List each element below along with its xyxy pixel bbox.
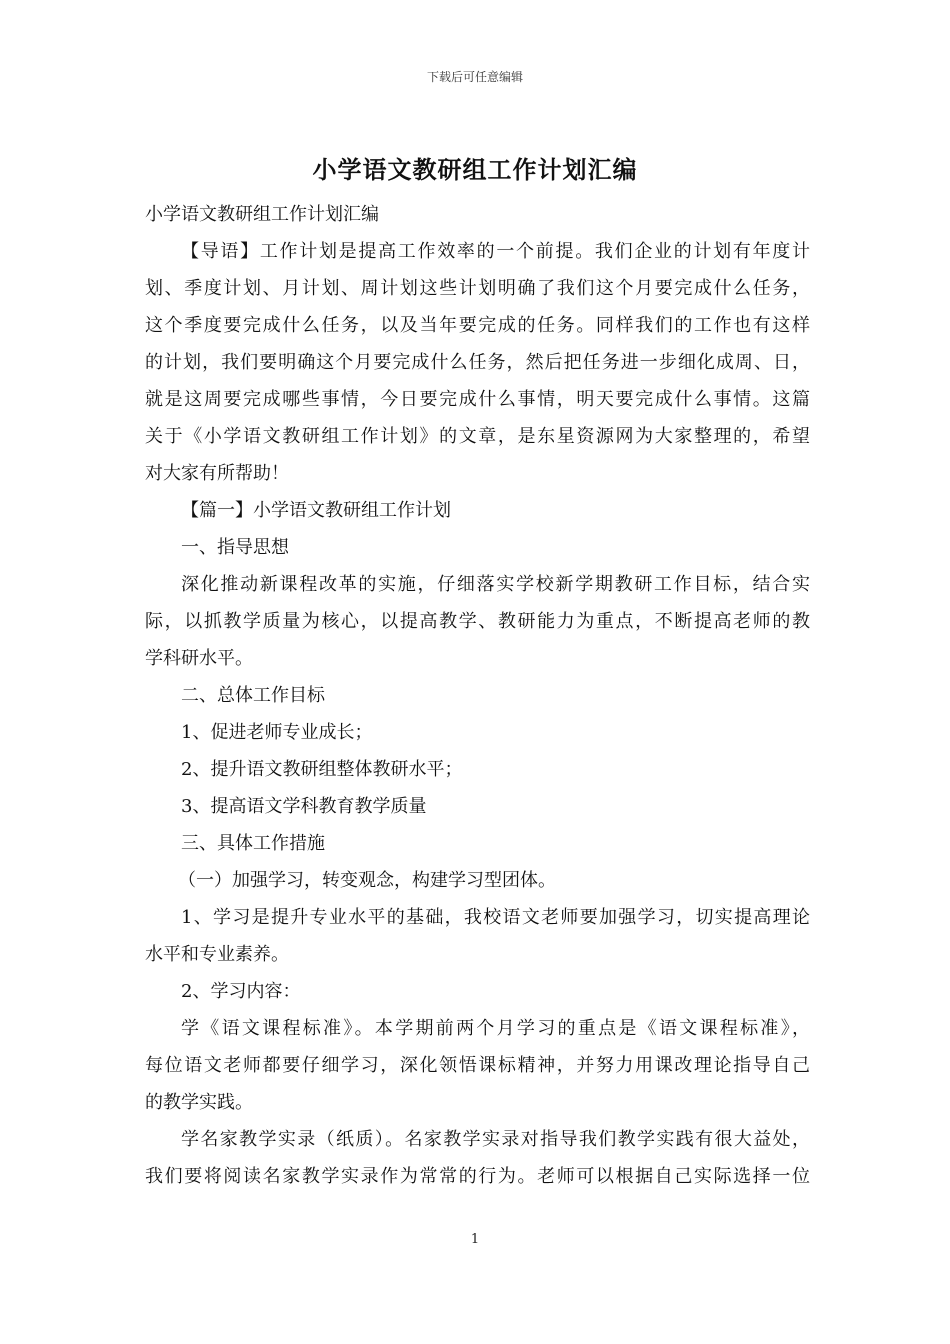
page-number: 1 <box>470 1232 480 1247</box>
intro-paragraph-line: 关于《小学语文教研组工作计划》的文章，是东星资源网为大家整理的，希望 <box>145 426 810 447</box>
intro-paragraph-line: 对大家有所帮助！ <box>145 463 289 484</box>
paragraph-line: 学科研水平。 <box>145 648 253 669</box>
paragraph-line: 学《语文课程标准》。本学期前两个月学习的重点是《语文课程标准》， <box>181 1018 810 1039</box>
subsection-heading: 二、总体工作目标 <box>181 685 325 706</box>
document-title: 小学语文教研组工作计划汇编 <box>312 155 638 184</box>
list-item: 1、促进老师专业成长； <box>181 722 373 743</box>
intro-paragraph-line: 【导语】工作计划是提高工作效率的一个前提。我们企业的计划有年度计 <box>181 241 810 262</box>
intro-paragraph-line: 就是这周要完成哪些事情，今日要完成什么事情，明天要完成什么事情。这篇 <box>145 389 810 410</box>
page-header: 下载后可任意编辑 <box>426 70 523 84</box>
list-item: 2、提升语文教研组整体教研水平； <box>181 759 463 780</box>
paragraph-line: 1、学习是提升专业水平的基础，我校语文老师要加强学习，切实提高理论 <box>181 907 810 928</box>
paragraph-line: 学名家教学实录（纸质）。名家教学实录对指导我们教学实践有很大益处， <box>181 1129 810 1150</box>
intro-paragraph-line: 这个季度要完成什么任务，以及当年要完成的任务。同样我们的工作也有这样 <box>145 315 810 336</box>
paragraph-line: 水平和专业素养。 <box>145 944 289 965</box>
paragraph-line: 际，以抓教学质量为核心，以提高教学、教研能力为重点，不断提高老师的教 <box>145 611 810 632</box>
subsection-heading: 三、具体工作措施 <box>181 833 325 854</box>
section-heading: 【篇一】小学语文教研组工作计划 <box>181 500 451 521</box>
intro-paragraph-line: 的计划，我们要明确这个月要完成什么任务，然后把任务进一步细化成周、日， <box>145 352 810 373</box>
subsection-heading: （一）加强学习，转变观念，构建学习型团体。 <box>178 870 556 891</box>
subtitle-line: 小学语文教研组工作计划汇编 <box>145 204 379 225</box>
list-item: 3、提高语文学科教育教学质量 <box>181 796 427 817</box>
paragraph-line: 的教学实践。 <box>145 1092 253 1113</box>
paragraph-line: 每位语文老师都要仔细学习，深化领悟课标精神，并努力用课改理论指导自己 <box>145 1055 810 1076</box>
paragraph-line: 深化推动新课程改革的实施，仔细落实学校新学期教研工作目标，结合实 <box>181 574 810 595</box>
document-body <box>145 196 810 1195</box>
subsection-heading: 一、指导思想 <box>181 537 289 558</box>
intro-paragraph-line: 划、季度计划、月计划、周计划这些计划明确了我们这个月要完成什么任务， <box>145 278 810 299</box>
list-item: 2、学习内容： <box>181 981 301 1002</box>
paragraph-line: 我们要将阅读名家教学实录作为常常的行为。老师可以根据自己实际选择一位 <box>145 1166 810 1187</box>
